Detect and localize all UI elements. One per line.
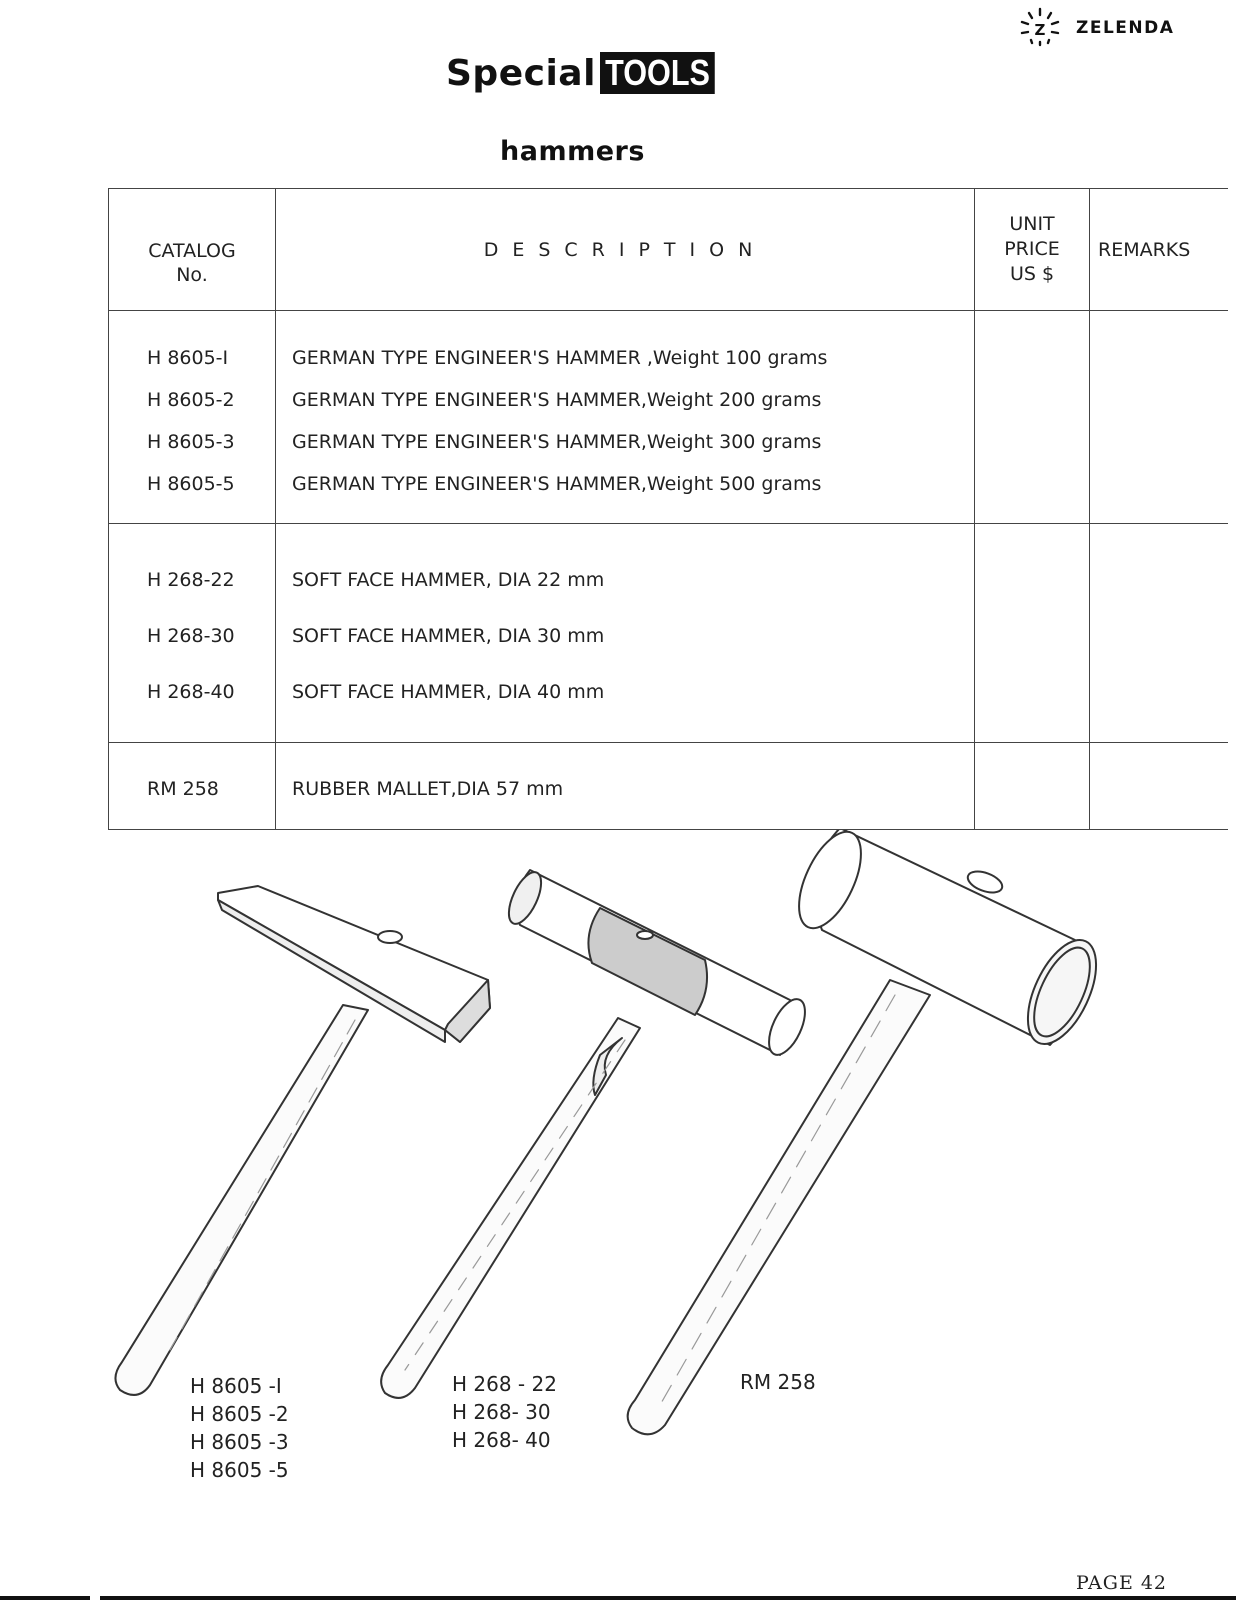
item-description: GERMAN TYPE ENGINEER'S HAMMER,Weight 500 grams: [292, 473, 822, 495]
remarks-cell: [1090, 311, 1229, 524]
title-special: Special: [446, 52, 596, 94]
page-number: PAGE 42: [1076, 1572, 1168, 1594]
zelenda-logo: [1018, 6, 1174, 50]
table-header-row: [109, 189, 1229, 311]
table-row: [109, 524, 1229, 743]
header-price: UNIT PRICE US $: [975, 189, 1090, 311]
catalog-number: RM 258: [147, 778, 219, 800]
table-row: [109, 311, 1229, 524]
logo-mark: Z: [1034, 21, 1046, 39]
illustration-label: H 8605 -2: [190, 1402, 289, 1426]
price-cell: [975, 524, 1090, 743]
section-subtitle: hammers: [500, 136, 645, 167]
catalog-cell: [109, 311, 276, 524]
remarks-cell: [1090, 524, 1229, 743]
engineer-hammer-labels: [190, 1372, 289, 1484]
illustration-label: H 8605 -5: [190, 1458, 289, 1482]
description-cell: [276, 311, 975, 524]
item-description: GERMAN TYPE ENGINEER'S HAMMER ,Weight 100 grams: [292, 347, 828, 369]
item-description: SOFT FACE HAMMER, DIA 22 mm: [292, 569, 605, 591]
price-cell: [975, 743, 1090, 830]
table-row: [109, 743, 1229, 830]
catalog-number: H 8605-I: [147, 347, 229, 369]
soft-face-hammer-drawing: [381, 868, 812, 1398]
item-description: GERMAN TYPE ENGINEER'S HAMMER,Weight 200 grams: [292, 389, 822, 411]
rubber-mallet-drawing: [628, 830, 1110, 1434]
brand-name: ZELENDA: [1076, 18, 1175, 38]
catalog-number: H 268-40: [147, 681, 235, 703]
catalog-number: H 268-22: [147, 569, 235, 591]
illustration-label: H 268 - 22: [452, 1372, 557, 1396]
catalog-cell: [109, 743, 276, 830]
soft-face-hammer-labels: [452, 1370, 557, 1454]
header-catalog: CATALOG No.: [109, 189, 276, 311]
item-description: RUBBER MALLET,DIA 57 mm: [292, 778, 564, 800]
price-cell: [975, 311, 1090, 524]
description-cell: [276, 524, 975, 743]
catalog-number: H 8605-2: [147, 389, 235, 411]
item-description: GERMAN TYPE ENGINEER'S HAMMER,Weight 300 grams: [292, 431, 822, 453]
description-cell: [276, 743, 975, 830]
illustration-label: H 8605 -I: [190, 1374, 282, 1398]
header-description: DESCRIPTION: [276, 189, 975, 311]
page-title: [446, 52, 735, 94]
illustration-label: H 268- 40: [452, 1428, 551, 1452]
catalog-number: H 8605-3: [147, 431, 235, 453]
header-remarks: REMARKS: [1090, 189, 1229, 311]
illustration-label: H 268- 30: [452, 1400, 551, 1424]
catalog-cell: [109, 524, 276, 743]
item-description: SOFT FACE HAMMER, DIA 40 mm: [292, 681, 605, 703]
remarks-cell: [1090, 743, 1229, 830]
starburst-icon: [1018, 6, 1062, 50]
title-tools: TOOLS: [600, 52, 715, 94]
mallet-labels: [740, 1368, 816, 1396]
illustration-label: H 8605 -3: [190, 1430, 289, 1454]
catalog-number: H 268-30: [147, 625, 235, 647]
item-description: SOFT FACE HAMMER, DIA 30 mm: [292, 625, 605, 647]
scan-bottom-edge: [0, 1596, 1236, 1600]
catalog-number: H 8605-5: [147, 473, 235, 495]
illustration-label: RM 258: [740, 1370, 816, 1394]
catalog-table: [108, 188, 1228, 830]
